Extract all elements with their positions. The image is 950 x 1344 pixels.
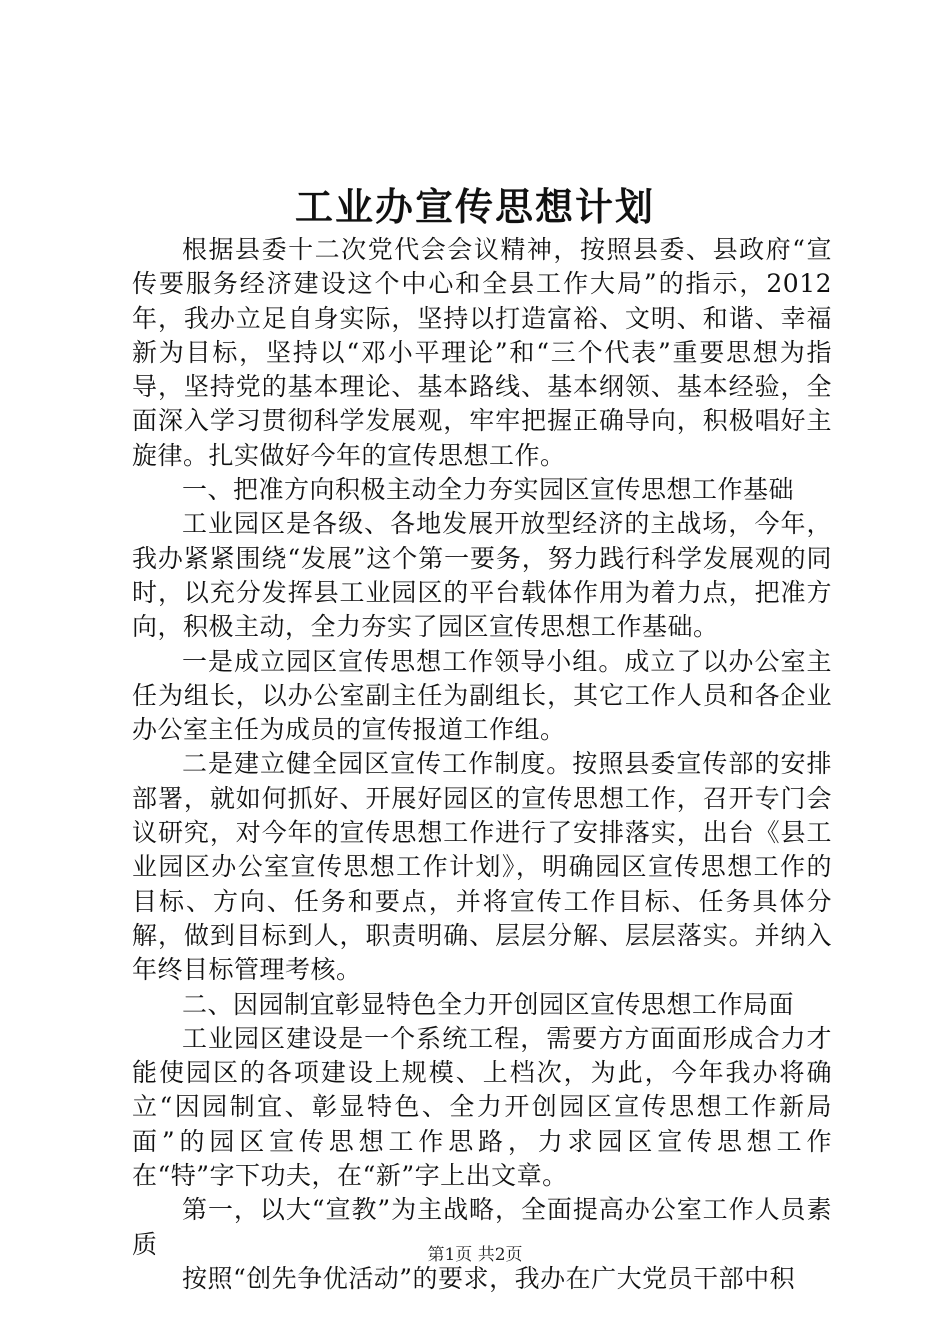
section-heading-1: 一、把准方向积极主动全力夯实园区宣传思想工作基础 xyxy=(182,475,795,505)
paragraph-item-one: 一是成立园区宣传思想工作领导小组。成立了以办公室主任为组长，以办公室副主任为副组长，其它工作人员和各企业办公室主任为成员的宣传报道工作组。 xyxy=(132,646,832,745)
paragraph-intro: 根据县委十二次党代会会议精神，按照县委、县政府“宣传要服务经济建设这个中心和全县工作大局”的指示，2012年，我办立足自身实际，坚持以打造富裕、文明、和谐、幸福新为目标，坚持以“邓小平理论”和“三个代表”重要思想为指导，坚持党的基本理论、基本路线、基本纲领、基本经验，全面深入学习贯彻科学发展观，牢牢把握正确导向，积极唱好主旋律。扎实做好今年的宣传思想工作。 xyxy=(132,235,832,470)
paragraph-section2-intro: 工业园区建设是一个系统工程，需要方方面面形成合力才能使园区的各项建设上规模、上档次，为此，今年我办将确立“因园制宜、彰显特色、全力开创园区宣传思想工作新局面”的园区宣传思想工作思路，力求园区宣传思想工作在“特”字下功夫，在“新”字上出文章。 xyxy=(132,1023,832,1191)
section-heading-2: 二、因园制宜彰显特色全力开创园区宣传思想工作局面 xyxy=(182,989,795,1019)
document-title: 工业办宣传思想计划 xyxy=(294,184,655,229)
page-footer: 第1页 共2页 xyxy=(427,1245,523,1265)
paragraph-continued: 按照“创先争优活动”的要求，我办在广大党员干部中积 xyxy=(182,1263,796,1293)
paragraph-section1-intro: 工业园区是各级、各地发展开放型经济的主战场，今年，我办紧紧围绕“发展”这个第一要务，努力践行科学发展观的同时，以充分发挥县工业园区的平台载体作用为着力点，把准方向，积极主动，全力夯实了园区宣传思想工作基础。 xyxy=(132,509,832,642)
paragraph-first-point: 第一，以大“宣教”为主战略，全面提高办公室工作人员素质 xyxy=(132,1195,832,1259)
document-body xyxy=(132,233,832,1296)
paragraph-item-two: 二是建立健全园区宣传工作制度。按照县委宣传部的安排部署，就如何抓好、开展好园区的宣传思想工作，召开专门会议研究，对今年的宣传思想工作进行了安排落实，出台《县工业园区办公室宣传思想工作计划》，明确园区宣传思想工作的目标、方向、任务和要点，并将宣传工作目标、任务具体分解，做到目标到人，职责明确、层层分解、层层落实。并纳入年终目标管理考核。 xyxy=(132,749,832,985)
